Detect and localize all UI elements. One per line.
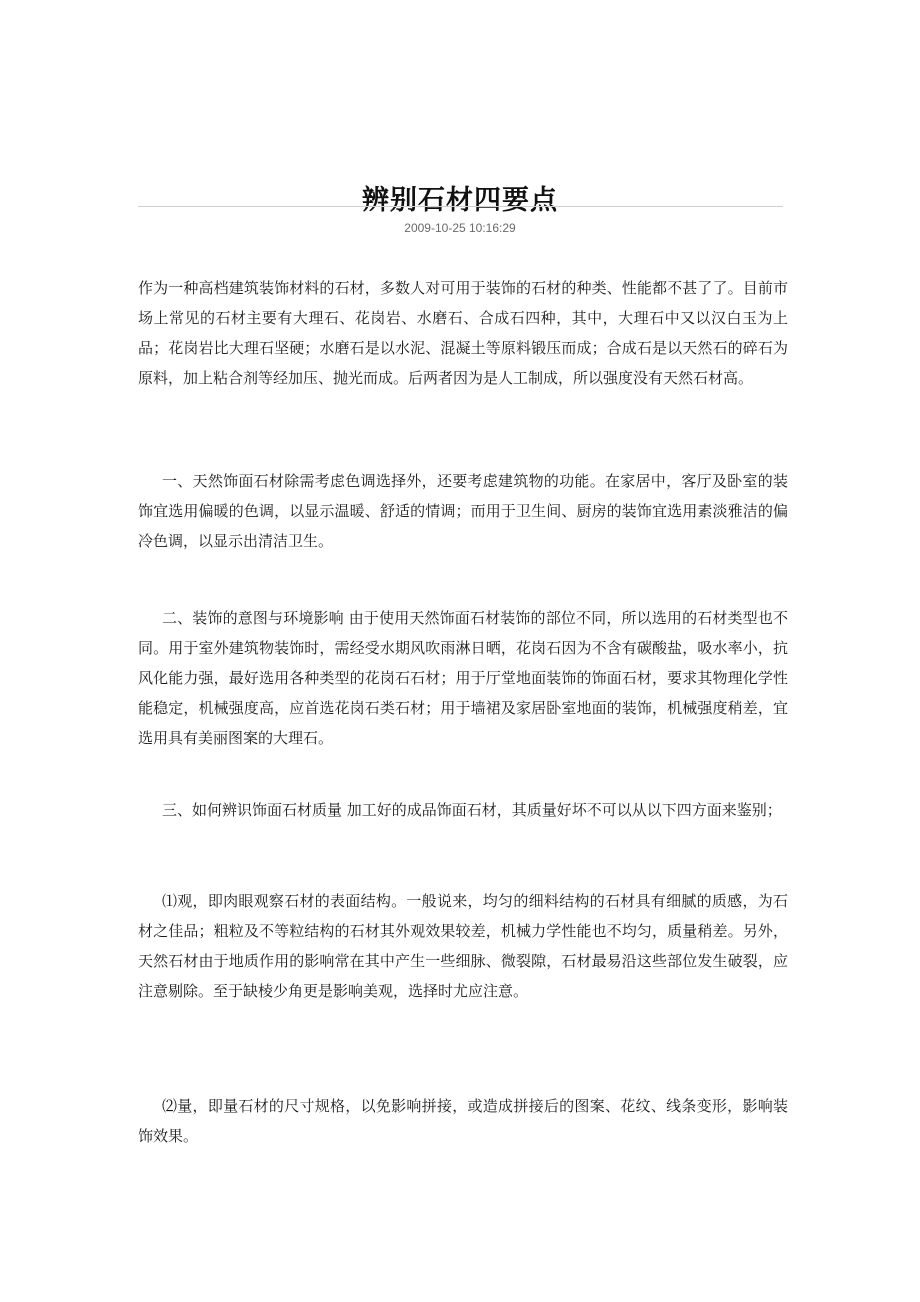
paragraph-measure: ⑵量，即量石材的尺寸规格，以免影响拼接，或造成拼接后的图案、花纹、线条变形，影响装饰效果。 [138,1097,788,1145]
paragraph-point-1: 一、天然饰面石材除需考虑色调选择外，还要考虑建筑物的功能。在家居中，客厅及卧室的装饰宜选用偏暖的色调，以显示温暖、舒适的情调；而用于卫生间、厨房的装饰宜选用素淡雅洁的偏冷色调，以显示出清洁卫生。 [138,472,788,550]
title-divider [138,206,783,207]
publish-date: 2009-10-25 10:16:29 [404,221,516,235]
paragraph-observe: ⑴观，即肉眼观察石材的表面结构。一般说来，均匀的细料结构的石材具有细腻的质感，为石材之佳品；粗粒及不等粒结构的石材其外观效果较差，机械力学性能也不均匀，质量稍差。另外，天然石材由于地质作用的影响常在其中产生一些细脉、微裂隙，石材最易沿这些部位发生破裂，应注意剔除。至于缺棱少角更是影响美观，选择时尤应注意。 [138,892,788,1000]
paragraph-intro: 作为一种高档建筑装饰材料的石材，多数人对可用于装饰的石材的种类、性能都不甚了了。目前市场上常见的石材主要有大理石、花岗岩、水磨石、合成石四种，其中，大理石中又以汉白玉为上品；花岗岩比大理石坚硬；水磨石是以水泥、混凝土等原料锻压而成；合成石是以天然石的碎石为原料，加上粘合剂等经加压、抛光而成。后两者因为是人工制成，所以强度没有天然石材高。 [138,279,788,387]
paragraph-point-2: 二、装饰的意图与环境影响 由于使用天然饰面石材装饰的部位不同，所以选用的石材类型也不同。用于室外建筑物装饰时，需经受水期风吹雨淋日晒，花岗石因为不含有碳酸盐，吸水率小，抗风化能力强，最好选用各种类型的花岗石石材；用于厅堂地面装饰的饰面石材，要求其物理化学性能稳定，机械强度高，应首选花岗石类石材；用于墙裙及家居卧室地面的装饰，机械强度稍差，宜选用具有美丽图案的大理石。 [138,609,788,747]
article-title: 辨别石材四要点 [362,185,558,217]
paragraph-point-3: 三、如何辨识饰面石材质量 加工好的成品饰面石材，其质量好坏不可以从以下四方面来鉴别； [162,801,782,819]
